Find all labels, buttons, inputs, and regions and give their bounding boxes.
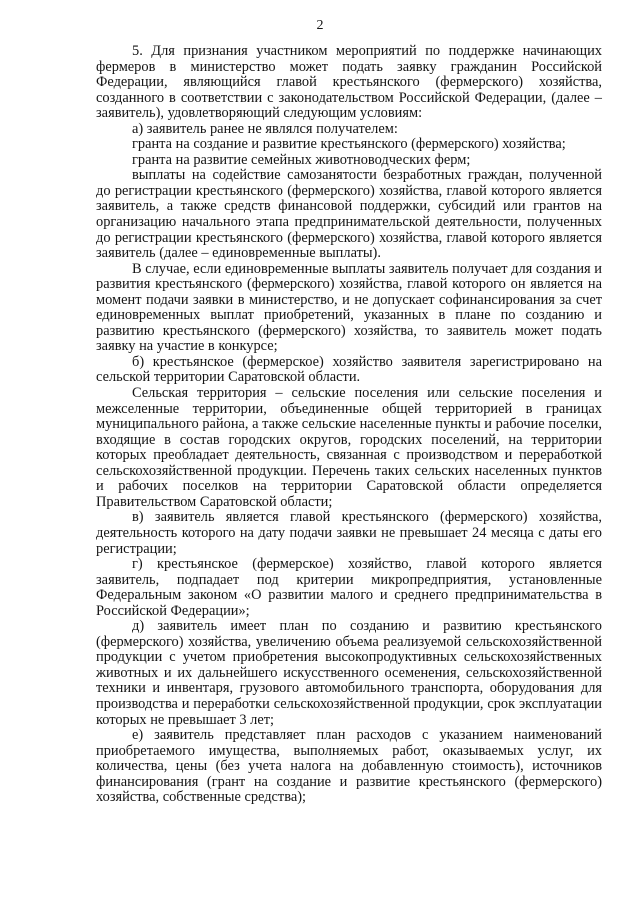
payments-clarification: В случае, если единовременные выплаты заявитель получает для создания и развития крестьянского (фермерского) хозяйства, главой которого он является на момент подачи заявки в министерство, и не допускает софинансирования за счет единовременных выплат приобретений, указанных в плане по созданию и развитию крестьянского (фермерского) хозяйства, то заявитель может подать заявку на участие в конкурсе; [96,260,602,355]
paragraph-5-intro: 5. Для признания участником мероприятий по поддержке начинающих фермеров в министерство может подать заявку гражданин Российской Федерации, являющийся главой крестьянского (фермерского) хозяйства, созданного в соответствии с законодательством Российской Федерации, (далее – заявитель), удовлетворяющий следующим условиям: [96,43,602,122]
document-body [96,44,602,806]
condition-g: г) крестьянское (фермерское) хозяйство, главой которого является заявитель, подпадает под критерии микропредприятия, установленные Федеральным законом «О развитии малого и среднего предпринимательства в Российской Федерации»; [96,556,602,619]
rural-territory-definition: Сельская территория – сельские поселения или сельские поселения и межселенные территории, объединенные общей территорией в границах муниципального района, а также сельские населенные пункты и рабочие поселки, входящие в состав городских округов, городских поселений, на территории которых преобладает деятельность, связанная с производством и переработкой сельскохозяйственной продукции. Перечень таких сельских населенных пунктов и рабочих поселков на территории Саратовской области определяется Правительством Саратовской области; [96,385,602,510]
condition-a-item-grant-livestock: гранта на развитие семейных животноводческих ферм; [132,151,471,168]
condition-e: е) заявитель представляет план расходов с указанием наименований приобретаемого имущества, выполняемых работ, оказываемых услуг, их количества, цены (без учета налога на добавленную стоимость), источников финансирования (грант на создание и развитие крестьянского (фермерского) хозяйства, собственные средства); [96,727,602,806]
condition-a-item-grant-farm: гранта на создание и развитие крестьянского (фермерского) хозяйства; [132,136,566,153]
condition-a: а) заявитель ранее не являлся получателем: [132,120,398,137]
condition-v: в) заявитель является главой крестьянского (фермерского) хозяйства, деятельность которого на дату подачи заявки не превышает 24 месяца с даты его регистрации; [96,509,602,557]
page-number: 2 [316,18,324,33]
condition-a-item-payments: выплаты на содействие самозанятости безработных граждан, полученной до регистрации крестьянского (фермерского) хозяйства, главой которого является заявитель, а также средств финансовой поддержки, субсидий или грантов на организацию начального этапа предпринимательской деятельности, полученных до регистрации крестьянского (фермерского) хозяйства, главой которого является заявитель (далее – единовременные выплаты). [96,167,602,262]
condition-d: д) заявитель имеет план по созданию и развитию крестьянского (фермерского) хозяйства, увеличению объема реализуемой сельскохозяйственной продукции с учетом приобретения высокопродуктивных сельскохозяйственных животных и их дальнейшего искусственного осеменения, сельскохозяйственной техники и инвентаря, грузового автомобильного транспорта, оборудования для производства и переработки сельскохозяйственной продукции, срок эксплуатации которых не превышает 3 лет; [96,618,602,728]
condition-b: б) крестьянское (фермерское) хозяйство заявителя зарегистрировано на сельской территории Саратовской области. [96,353,602,386]
